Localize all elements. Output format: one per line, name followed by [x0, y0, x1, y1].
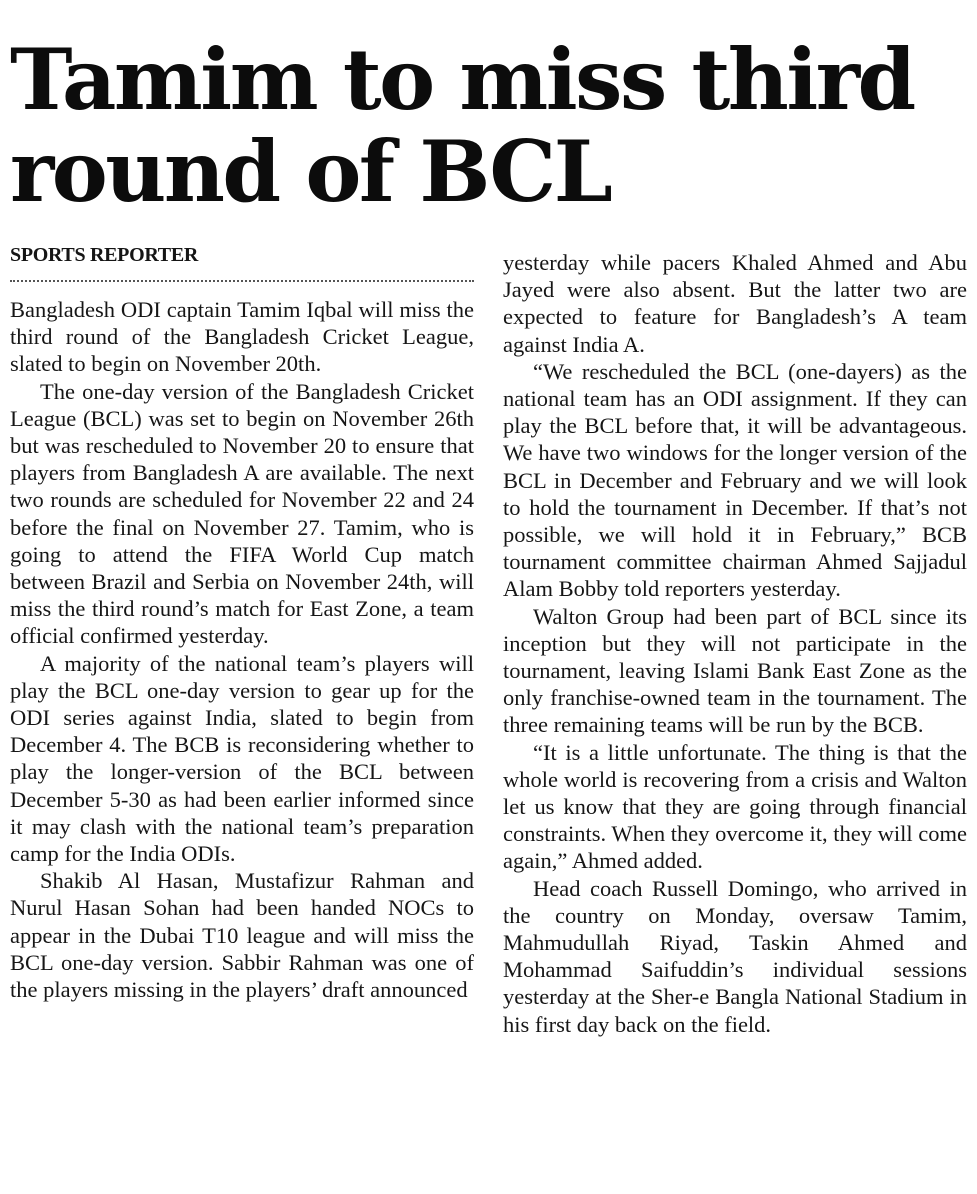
paragraph: Bangladesh ODI captain Tamim Iqbal will miss the third round of the Bangladesh Cricket League, slated to begin on November 20th.: [10, 297, 474, 377]
article-column-left: [10, 296, 474, 1003]
paragraph: A majority of the national team’s players will play the BCL one-day version to gear up for the ODI series against India, slated to begin from December 4. The BCB is reconsidering whether to play the longer-version of the BCL between December 5-30 as had been earlier informed since it may clash with the national team’s preparation camp for the India ODIs.: [10, 650, 474, 867]
paragraph: “It is a little unfortunate. The thing is that the whole world is recovering from a crisis and Walton let us know that they are going through financial constraints. When they overcome it, they will come again,” Ahmed added.: [503, 739, 967, 874]
article-headline: Tamim to miss third round of BCL: [10, 30, 914, 221]
paragraph: Walton Group had been part of BCL since its inception but they will not participate in the tournament, leaving Islami Bank East Zone as the only franchise-owned team in the tournament. The three remaining teams will be run by the BCB.: [503, 603, 967, 738]
paragraph: Shakib Al Hasan, Mustafizur Rahman and Nurul Hasan Sohan had been handed NOCs to appear in the Dubai T10 league and will miss the BCL one-day version. Sabbir Rahman was one of the players missing in the players’ draft announced: [10, 868, 474, 1003]
paragraph: “We rescheduled the BCL (one-dayers) as the national team has an ODI assignment. If they can play the BCL before that, it will be advantageous. We have two windows for the longer version of the BCL in December and February and we will look to hold the tournament in December. If that’s not possible, we will hold it in February,” BCB tournament committee chairman Ahmed Sajjadul Alam Bobby told reporters yesterday.: [503, 358, 967, 602]
paragraph: yesterday while pacers Khaled Ahmed and Abu Jayed were also absent. But the latter two are expected to feature for Bangladesh’s A team against India A.: [503, 250, 967, 357]
paragraph: The one-day version of the Bangladesh Cricket League (BCL) was set to begin on November 26th but was rescheduled to November 20 to ensure that players from Bangladesh A are available. The next two rounds are scheduled for November 22 and 24 before the final on November 27. Tamim, who is going to attend the FIFA World Cup match between Brazil and Serbia on November 24th, will miss the third round’s match for East Zone, a team official confirmed yesterday.: [10, 378, 474, 649]
byline-divider: [10, 280, 474, 282]
byline: SPORTS REPORTER: [10, 244, 199, 266]
paragraph: Head coach Russell Domingo, who arrived in the country on Monday, oversaw Tamim, Mahmudullah Riyad, Taskin Ahmed and Mohammad Saifuddin’s individual sessions yesterday at the Sher-e Bangla National Stadium in his first day back on the field.: [503, 875, 967, 1037]
article-column-right: [503, 249, 967, 1038]
